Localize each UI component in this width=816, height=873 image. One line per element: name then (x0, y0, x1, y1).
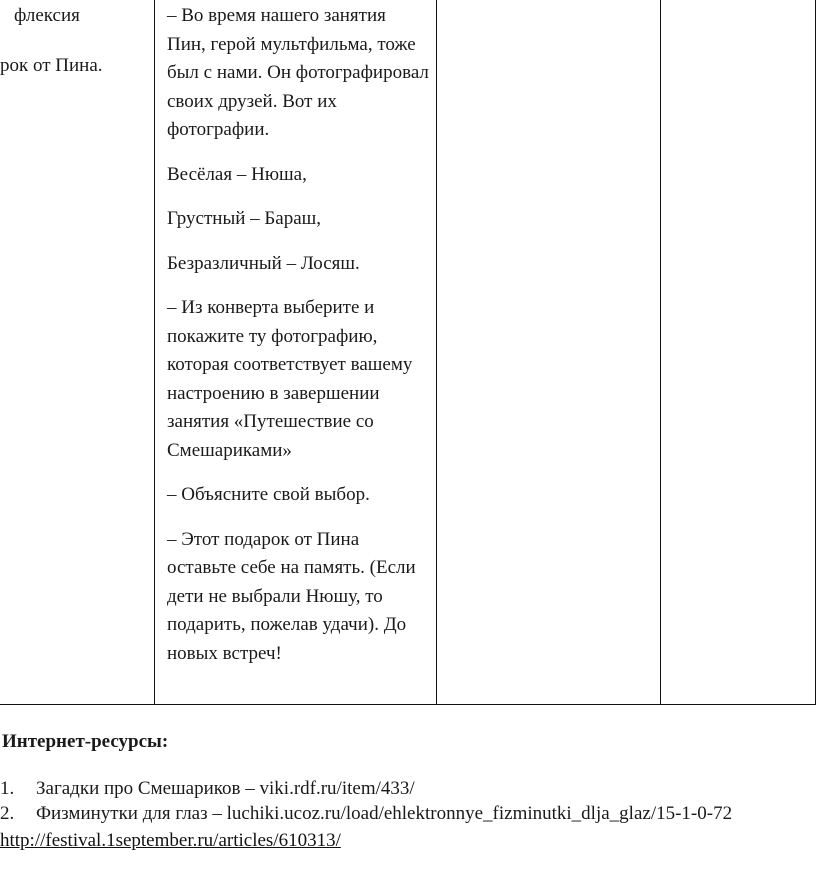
table-cell-teacher-activity (167, 2, 429, 684)
paragraph-sad: Грустный – Бараш, (167, 208, 322, 229)
list-item-number: 2. (0, 803, 15, 824)
list-item-text: Загадки про Смешариков – viki.rdf.ru/item/433/ (36, 778, 415, 799)
resources-heading: Интернет-ресурсы: (2, 731, 169, 752)
list-item-text: Физминутки для глаз – luchiki.ucoz.ru/load/ehlektronnye_fizminutki_dlja_glaz/15-1-0-72 (36, 803, 733, 824)
paragraph-explain: – Объясните свой выбор. (167, 484, 370, 505)
cell-line-gift: рок от Пина. (0, 55, 103, 76)
table-column-divider (154, 0, 155, 704)
paragraph-gift: – Этот подарок от Пина оставьте себе на память. (Если дети не выбрали Нюшу, то подарить, пожелав удачи). До новых встреч! (167, 528, 416, 664)
table-column-divider (436, 0, 437, 704)
table-column-divider (660, 0, 661, 704)
list-item (0, 776, 816, 801)
paragraph-choose-photo: – Из конверта выберите и покажите ту фотографию, которая соответствует вашему настроению в завершении занятия «Путешествие со Смешариками» (167, 297, 413, 461)
festival-link[interactable]: http://festival.1september.ru/articles/610313/ (0, 830, 341, 851)
paragraph-indifferent: Безразличный – Лосяш. (167, 252, 360, 274)
resources-list (0, 776, 816, 826)
paragraph-happy: Весёлая – Нюша, (167, 163, 307, 185)
internet-resources-section (0, 728, 816, 851)
list-item (0, 801, 816, 826)
paragraph-intro: – Во время нашего занятия Пин, герой мультфильма, тоже был с нами. Он фотографировал своих друзей. Вот их фотографии. (167, 5, 429, 140)
table-cell-stage (0, 2, 150, 80)
list-item-number: 1. (0, 778, 15, 799)
cell-line-stage: флексия (14, 5, 80, 26)
